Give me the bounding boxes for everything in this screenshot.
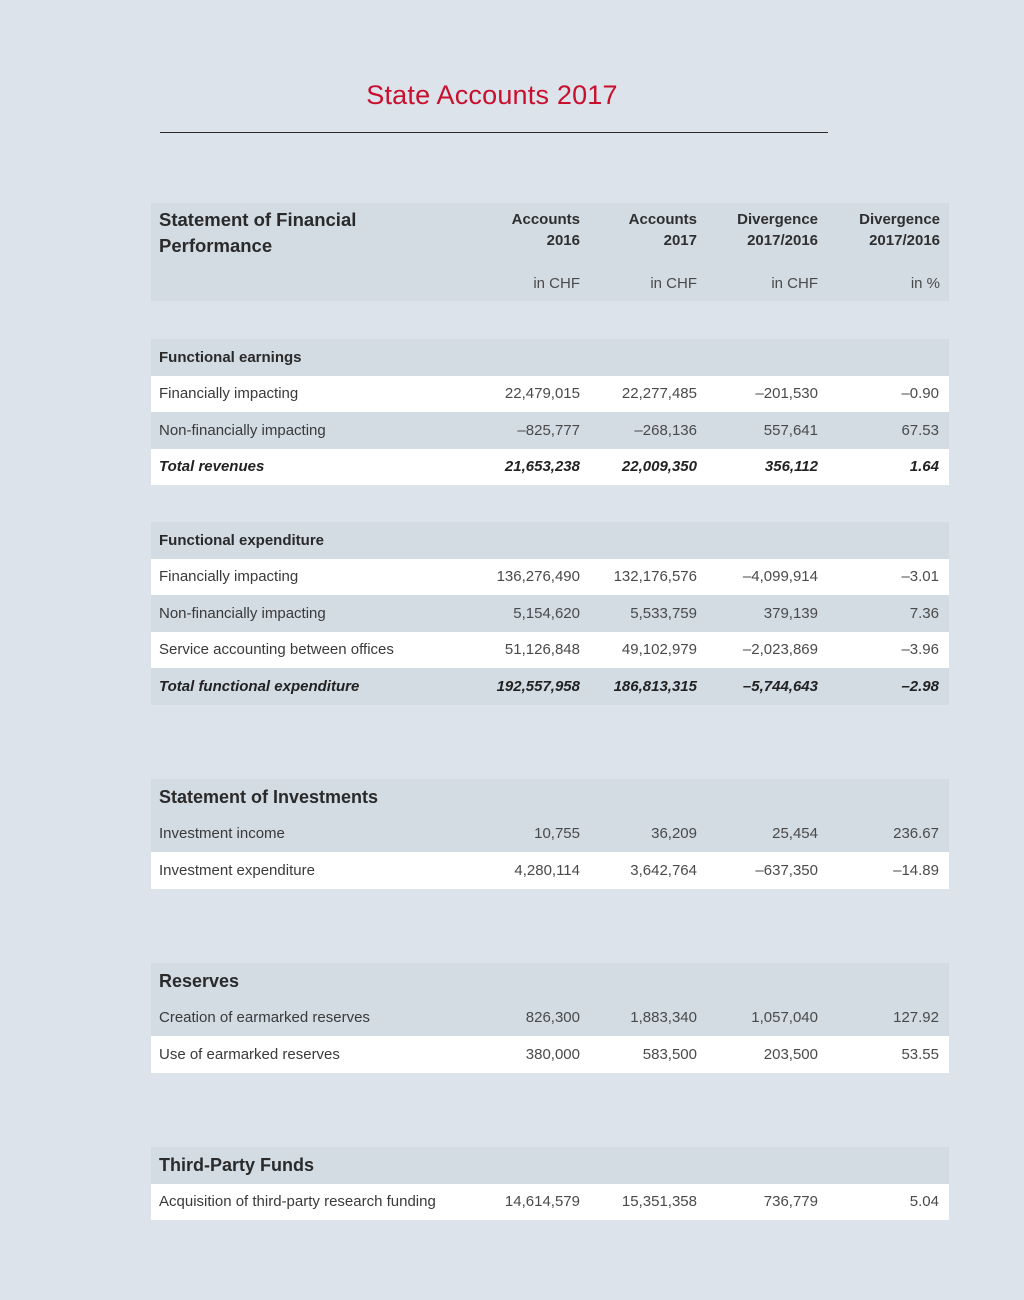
table-row — [151, 852, 949, 889]
row-label: Total functional expenditure — [159, 677, 360, 695]
cell-value: –2.98 — [901, 677, 939, 695]
cell-value: –14.89 — [893, 861, 939, 879]
cell-value: 557,641 — [763, 421, 818, 439]
column-header-accounts-2017: Accounts 2017 — [628, 211, 697, 249]
reserves-section — [151, 963, 949, 1073]
row-label: Use of earmarked reserves — [159, 1045, 340, 1063]
cell-value: –3.01 — [901, 568, 939, 586]
cell-value: 379,139 — [763, 604, 818, 622]
cell-value: –637,350 — [755, 861, 818, 879]
table-row — [151, 1184, 949, 1221]
cell-value: 25,454 — [772, 825, 818, 843]
cell-value: 236.67 — [893, 825, 939, 843]
column-header-accounts-2016: Accounts 2016 — [511, 211, 580, 249]
section-header — [151, 963, 949, 1000]
section-header — [151, 779, 949, 816]
row-label: Investment income — [159, 825, 285, 843]
functional-expenditure-section — [151, 522, 949, 705]
cell-value: 4,280,114 — [514, 861, 580, 879]
title-divider — [160, 132, 828, 133]
cell-value: 136,276,490 — [496, 568, 580, 586]
section-title: Reserves — [159, 970, 240, 991]
cell-value: 1.64 — [909, 458, 939, 476]
cell-value: 5,154,620 — [513, 604, 580, 622]
cell-value: –5,744,643 — [742, 677, 818, 695]
functional-earnings-section — [151, 339, 949, 485]
cell-value: 51,126,848 — [504, 641, 580, 659]
section-title: Functional earnings — [159, 348, 302, 366]
cell-value: 1,883,340 — [630, 1009, 697, 1027]
cell-value: 53.55 — [901, 1045, 939, 1063]
cell-value: 7.36 — [909, 604, 939, 622]
cell-value: –0.90 — [901, 385, 939, 403]
row-label: Creation of earmarked reserves — [159, 1009, 370, 1027]
cell-value: 5.04 — [909, 1193, 939, 1211]
cell-value: 127.92 — [893, 1009, 939, 1027]
section-title: Functional expenditure — [159, 531, 325, 549]
cell-value: 583,500 — [642, 1045, 697, 1063]
cell-value: 22,277,485 — [621, 385, 697, 403]
table-header — [151, 203, 949, 301]
table-row — [151, 559, 949, 596]
third-party-funds-section — [151, 1147, 949, 1220]
table-row — [151, 632, 949, 669]
cell-value: 22,479,015 — [504, 385, 580, 403]
total-row — [151, 449, 949, 486]
cell-value: –2,023,869 — [742, 641, 818, 659]
section-title: Statement of Investments — [159, 786, 379, 807]
cell-value: 67.53 — [901, 421, 939, 439]
unit-label: in CHF — [650, 275, 697, 292]
cell-value: 192,557,958 — [496, 677, 580, 695]
cell-value: 49,102,979 — [621, 641, 697, 659]
section-header — [151, 1147, 949, 1184]
cell-value: –4,099,914 — [742, 568, 818, 586]
cell-value: –268,136 — [634, 421, 697, 439]
section-title: Third-Party Funds — [159, 1154, 315, 1175]
unit-label: in % — [910, 275, 940, 292]
unit-label: in CHF — [771, 275, 818, 292]
row-label: Financially impacting — [159, 568, 299, 586]
cell-value: 380,000 — [525, 1045, 580, 1063]
cell-value: 186,813,315 — [613, 677, 697, 695]
cell-value: 10,755 — [534, 825, 580, 843]
column-header-divergence-pct: Divergence 2017/2016 — [859, 211, 940, 249]
row-label: Total revenues — [159, 458, 265, 476]
column-header-divergence-chf: Divergence 2017/2016 — [737, 211, 818, 249]
table-row — [151, 595, 949, 632]
cell-value: 22,009,350 — [621, 458, 697, 476]
cell-value: –3.96 — [901, 641, 939, 659]
cell-value: 826,300 — [525, 1009, 580, 1027]
unit-label: in CHF — [533, 275, 580, 292]
cell-value: 132,176,576 — [613, 568, 697, 586]
row-label: Investment expenditure — [159, 861, 315, 879]
cell-value: 3,642,764 — [630, 861, 697, 879]
cell-value: 736,779 — [763, 1193, 818, 1211]
cell-value: –825,777 — [517, 421, 580, 439]
cell-value: 203,500 — [763, 1045, 818, 1063]
row-label: Acquisition of third-party research funding — [159, 1193, 436, 1211]
row-label: Non-financially impacting — [159, 421, 326, 439]
row-label: Non-financially impacting — [159, 604, 326, 622]
cell-value: 5,533,759 — [630, 604, 697, 622]
table-row — [151, 412, 949, 449]
cell-value: 14,614,579 — [504, 1193, 580, 1211]
page-title: State Accounts 2017 — [366, 80, 618, 110]
cell-value: 356,112 — [764, 458, 818, 476]
row-label: Service accounting between offices — [159, 641, 394, 659]
cell-value: 36,209 — [651, 825, 697, 843]
statement-title: Statement of Financial Performance — [159, 209, 357, 256]
cell-value: 21,653,238 — [504, 458, 580, 476]
row-label: Financially impacting — [159, 385, 299, 403]
cell-value: 15,351,358 — [621, 1193, 697, 1211]
section-header — [151, 522, 949, 559]
investments-section — [151, 779, 949, 889]
cell-value: –201,530 — [755, 385, 818, 403]
table-row — [151, 376, 949, 413]
section-header — [151, 339, 949, 376]
table-row — [151, 816, 949, 853]
table-row — [151, 1036, 949, 1073]
table-row — [151, 1000, 949, 1037]
cell-value: 1,057,040 — [751, 1009, 818, 1027]
total-row — [151, 668, 949, 705]
